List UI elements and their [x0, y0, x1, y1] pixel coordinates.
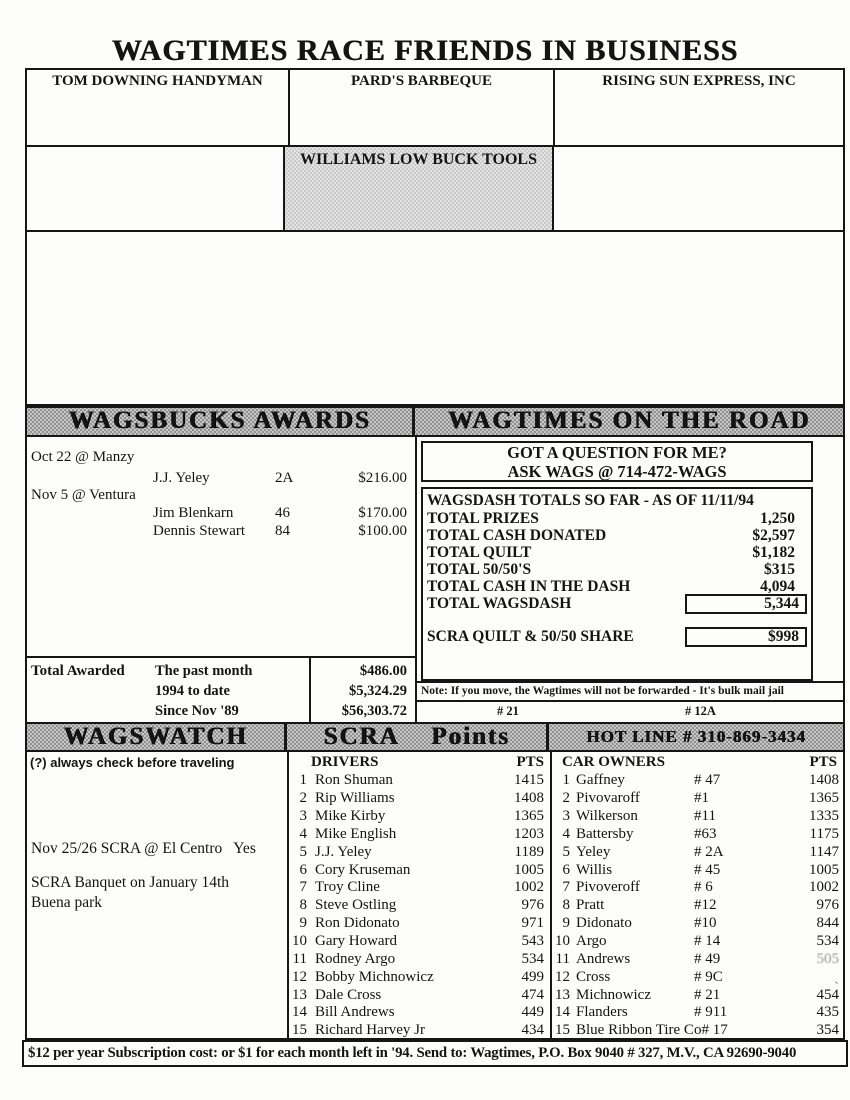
driver-row	[289, 843, 550, 861]
driver-row	[289, 915, 550, 933]
award-date: Oct 22 @ Manzy	[31, 449, 135, 465]
hotline-header: HOT LINE # 310-869-3434	[549, 724, 843, 750]
award-winner: Jim Blenkarn	[153, 505, 234, 521]
driver-rank: 11	[292, 950, 307, 967]
card-tom-downing	[27, 70, 290, 145]
card-rising-sun	[555, 70, 843, 145]
owner-rank: 10	[555, 933, 570, 950]
owner-points: 1005	[809, 861, 839, 878]
driver-points: 434	[521, 1022, 544, 1039]
driver-rank: 10	[292, 933, 307, 950]
ontheroad-pane	[417, 437, 843, 722]
award-amount: $216.00	[358, 470, 407, 486]
wagsdash-row	[423, 595, 811, 612]
owner-car-number: #12	[694, 897, 717, 914]
wagsdash-totals-box	[421, 487, 813, 681]
owner-row	[552, 879, 843, 897]
election-article	[25, 232, 845, 406]
owner-row	[552, 772, 843, 790]
wagsdash-label: TOTAL CASH IN THE DASH	[427, 577, 631, 595]
driver-name: Gary Howard	[315, 933, 398, 950]
wagsdash-row	[423, 544, 811, 561]
driver-rank: 12	[292, 968, 307, 985]
award-date: Nov 5 @ Ventura	[31, 487, 136, 503]
owner-name: Didonato	[576, 915, 632, 932]
owner-name: Yeley	[576, 843, 611, 860]
drivers-col-label: DRIVERS	[311, 753, 379, 770]
wagsdash-value: 5,344	[685, 594, 807, 614]
officers-list	[27, 147, 285, 230]
owner-rank: 7	[562, 879, 570, 896]
owner-car-number: # 911	[694, 1004, 728, 1021]
owner-car-number: # 2A	[694, 843, 724, 860]
wagsdash-row	[423, 578, 811, 595]
driver-rank: 2	[299, 790, 307, 807]
driver-rank: 9	[299, 915, 307, 932]
wagsdash-value: $1,182	[752, 543, 795, 561]
sponsor-cards-row	[25, 68, 845, 147]
owner-points: 435	[816, 1004, 839, 1021]
owner-rank: 11	[555, 950, 570, 967]
wagswatch-note: (?) always check before traveling	[30, 755, 235, 770]
award-winner: J.J. Yeley	[153, 470, 210, 486]
owner-rank: 4	[562, 825, 570, 842]
scra-share-value: $998	[685, 627, 807, 647]
driver-rank: 4	[299, 825, 307, 842]
wagsdash-label: TOTAL QUILT	[427, 543, 532, 561]
wagsdash-value: $315	[764, 560, 795, 578]
driver-name: Steve Ostling	[315, 897, 397, 914]
question-line: GOT A QUESTION FOR ME?	[507, 443, 727, 462]
officers-row	[25, 147, 845, 232]
owner-row	[552, 843, 843, 861]
driver-points: 1203	[514, 825, 544, 842]
wagsdash-value: $2,597	[752, 526, 795, 544]
owner-car-number: # 45	[694, 861, 721, 878]
owner-car-number: # 49	[694, 950, 721, 967]
owner-row	[552, 790, 843, 808]
wagswatch-header: WAGSWATCH	[27, 724, 287, 750]
driver-points: 499	[521, 968, 544, 985]
page-title: WAGTIMES RACE FRIENDS IN BUSINESS	[111, 34, 739, 67]
bottom-section	[25, 752, 845, 1040]
driver-row	[289, 861, 550, 879]
owner-points: 1408	[809, 772, 839, 789]
owner-points: 1335	[809, 808, 839, 825]
owner-rank: 3	[562, 808, 570, 825]
owner-row	[552, 1022, 843, 1040]
card-title: TOM DOWNING HANDYMAN	[52, 73, 263, 89]
owner-row	[552, 986, 843, 1004]
subscription-footer: $12 per year Subscription cost: or $1 for each month left in '94. Send to: Wagtimes, P.O. Box 9040 # 327, M.V., CA 92690-9040	[22, 1040, 848, 1067]
wagswatch-banquet: Buena park	[31, 894, 103, 911]
owner-points: 354	[816, 1022, 839, 1039]
driver-rank: 1	[299, 772, 307, 789]
driver-name: Rip Williams	[315, 790, 395, 807]
middle-header-bar	[25, 406, 845, 437]
card-title: WILLIAMS LOW BUCK TOOLS	[300, 151, 537, 168]
wagsbucks-header: WAGSBUCKS AWARDS	[27, 408, 415, 435]
owner-name: Argo	[576, 933, 607, 950]
owner-car-number: # 17	[701, 1022, 728, 1039]
total-amount: $5,324.29	[349, 683, 407, 699]
owner-rank: 14	[555, 1004, 570, 1021]
owner-car-number: # 14	[694, 933, 721, 950]
owners-list	[552, 772, 843, 1040]
driver-row	[289, 790, 550, 808]
card-pards-barbeque	[290, 70, 555, 145]
owner-points: 505	[816, 950, 839, 967]
driver-row	[289, 897, 550, 915]
driver-name: Bill Andrews	[315, 1004, 395, 1021]
total-amount: $56,303.72	[341, 703, 407, 719]
wagsdash-label: TOTAL 50/50'S	[427, 560, 532, 578]
bulk-mail-note: Note: If you move, the Wagtimes will not be forwarded - It's bulk mail jail	[417, 681, 843, 702]
empty-cell	[554, 147, 843, 230]
owner-name: Flanders	[576, 1004, 628, 1021]
owner-points: 454	[816, 986, 839, 1003]
driver-name: Mike Kirby	[315, 808, 386, 825]
owner-points: 976	[816, 897, 839, 914]
wagswatch-event: Nov 25/26 SCRA @ El Centro Yes	[31, 840, 256, 857]
card-title: RISING SUN EXPRESS, INC	[602, 73, 796, 89]
owner-points: 534	[816, 933, 839, 950]
totals-divider	[309, 658, 311, 722]
total-period: 1994 to date	[155, 683, 230, 699]
owners-points-pane	[552, 752, 843, 1040]
driver-name: Bobby Michnowicz	[315, 968, 434, 985]
driver-points: 534	[521, 950, 544, 967]
driver-row	[289, 968, 550, 986]
wagsdash-row	[423, 527, 811, 544]
total-period: Since Nov '89	[155, 703, 239, 719]
owner-points	[834, 969, 843, 986]
owners-table-header	[552, 752, 843, 772]
owner-rank: 6	[562, 861, 570, 878]
owner-row	[552, 1004, 843, 1022]
driver-rank: 8	[299, 897, 307, 914]
owner-car-number: # 21	[694, 986, 721, 1003]
driver-points: 1189	[514, 843, 544, 860]
owner-name: Pratt	[576, 897, 605, 914]
wagsdash-rows	[423, 510, 811, 612]
owner-points: 844	[816, 915, 839, 932]
ontheroad-header: WAGTIMES ON THE ROAD	[415, 408, 843, 435]
award-amount: $170.00	[358, 505, 407, 521]
owner-rank: 2	[562, 790, 570, 807]
driver-row	[289, 986, 550, 1004]
wagsdash-title: WAGSDASH TOTALS SO FAR - AS OF 11/11/94	[427, 492, 754, 509]
owner-row	[552, 861, 843, 879]
driver-row	[289, 879, 550, 897]
drivers-table-header	[289, 752, 550, 772]
owner-row	[552, 826, 843, 844]
driver-name: J.J. Yeley	[315, 843, 372, 860]
owner-rank: 9	[562, 915, 570, 932]
owner-car-number: #63	[694, 825, 717, 842]
owner-car-number: # 9C	[694, 968, 723, 985]
owner-name: Gaffney	[576, 772, 625, 789]
owner-row	[552, 950, 843, 968]
owner-row	[552, 933, 843, 951]
driver-row	[289, 808, 550, 826]
driver-points: 474	[521, 986, 544, 1003]
driver-rank: 3	[299, 808, 307, 825]
owner-car-number: #11	[694, 808, 716, 825]
owner-car-number: # 47	[694, 772, 721, 789]
owner-name: Pivovaroff	[576, 790, 640, 807]
scra-share-label: SCRA QUILT & 50/50 SHARE	[427, 627, 634, 645]
middle-section	[25, 437, 845, 722]
total-awarded-label: Total Awarded	[31, 663, 125, 679]
car-tags-strip	[417, 702, 843, 722]
scra-points-header: SCRA Points	[287, 724, 549, 750]
bottom-header-bar	[25, 722, 845, 752]
award-amount: $100.00	[358, 523, 407, 539]
driver-rank: 6	[299, 861, 307, 878]
driver-points: 971	[521, 915, 544, 932]
award-car-number: 46	[275, 505, 290, 521]
driver-name: Cory Kruseman	[315, 861, 411, 878]
wagswatch-banquet: SCRA Banquet on January 14th	[31, 874, 230, 891]
wagswatch-pane	[27, 752, 287, 1040]
driver-row	[289, 950, 550, 968]
owner-rank: 1	[562, 772, 570, 789]
owner-points: 1147	[809, 843, 839, 860]
pts-col-label: PTS	[516, 753, 544, 770]
driver-points: 1415	[514, 772, 544, 789]
owner-row	[552, 915, 843, 933]
drivers-list	[289, 772, 550, 1040]
owner-row	[552, 808, 843, 826]
driver-name: Richard Harvey Jr	[315, 1022, 425, 1039]
driver-rank: 14	[292, 1004, 307, 1021]
drivers-points-pane	[289, 752, 550, 1040]
driver-row	[289, 772, 550, 790]
owner-car-number: #1	[694, 790, 709, 807]
driver-points: 976	[521, 897, 544, 914]
owner-points: 1002	[809, 879, 839, 896]
driver-rank: 13	[292, 986, 307, 1003]
car-tag: # 21	[497, 704, 519, 718]
owners-col-label: CAR OWNERS	[562, 753, 665, 770]
total-awarded-box	[27, 658, 415, 722]
driver-points: 1408	[514, 790, 544, 807]
driver-name: Troy Cline	[315, 879, 380, 896]
driver-points: 1365	[514, 808, 544, 825]
award-car-number: 2A	[275, 470, 294, 486]
owner-rank: 5	[562, 843, 570, 860]
owner-rank: 15	[555, 1022, 570, 1039]
owner-points: 1175	[809, 825, 839, 842]
owner-name: Cross	[576, 968, 611, 985]
owner-row	[552, 968, 843, 986]
owner-car-number: # 6	[694, 879, 713, 896]
total-amount: $486.00	[359, 663, 407, 679]
wagsdash-value: 1,250	[760, 509, 795, 527]
owner-name: Battersby	[576, 825, 634, 842]
card-title: PARD'S BARBEQUE	[351, 73, 492, 89]
owner-name: Blue Ribbon Tire Co	[576, 1022, 702, 1039]
owner-name: Pivoveroff	[576, 879, 640, 896]
driver-points: 543	[521, 933, 544, 950]
owner-rank: 13	[555, 986, 570, 1003]
driver-row	[289, 933, 550, 951]
driver-row	[289, 1022, 550, 1040]
card-williams-low-buck	[285, 147, 554, 230]
wagsdash-label: TOTAL WAGSDASH	[427, 594, 572, 612]
owner-name: Michnowicz	[576, 986, 651, 1003]
driver-name: Mike English	[315, 825, 397, 842]
driver-row	[289, 1004, 550, 1022]
driver-points: 449	[521, 1004, 544, 1021]
driver-name: Ron Didonato	[315, 915, 400, 932]
owner-points: 1365	[809, 790, 839, 807]
total-period: The past month	[155, 663, 253, 679]
pts-col-label: PTS	[809, 753, 837, 770]
award-car-number: 84	[275, 523, 290, 539]
owner-rank: 8	[562, 897, 570, 914]
owner-rank: 12	[555, 968, 570, 985]
wagsdash-row	[423, 510, 811, 527]
owner-name: Willis	[576, 861, 613, 878]
award-winner: Dennis Stewart	[153, 523, 246, 539]
question-box	[421, 441, 813, 482]
question-line: ASK WAGS @ 714-472-WAGS	[507, 462, 727, 481]
driver-name: Dale Cross	[315, 986, 382, 1003]
wagsdash-value: 4,094	[760, 577, 795, 595]
driver-points: 1002	[514, 879, 544, 896]
car-tag: # 12A	[685, 704, 716, 718]
wagsdash-label: TOTAL CASH DONATED	[427, 526, 607, 544]
scra-share-row	[423, 628, 811, 645]
driver-rank: 5	[299, 843, 307, 860]
owner-row	[552, 897, 843, 915]
owner-car-number: #10	[694, 915, 717, 932]
wagsdash-label: TOTAL PRIZES	[427, 509, 539, 527]
owner-name: Wilkerson	[576, 808, 638, 825]
driver-points: 1005	[514, 861, 544, 878]
wagsdash-row	[423, 561, 811, 578]
driver-name: Ron Shuman	[315, 772, 393, 789]
driver-row	[289, 826, 550, 844]
driver-rank: 7	[299, 879, 307, 896]
owner-name: Andrews	[576, 950, 631, 967]
driver-rank: 15	[292, 1022, 307, 1039]
wagsbucks-awards-pane	[27, 437, 415, 658]
driver-name: Rodney Argo	[315, 950, 396, 967]
